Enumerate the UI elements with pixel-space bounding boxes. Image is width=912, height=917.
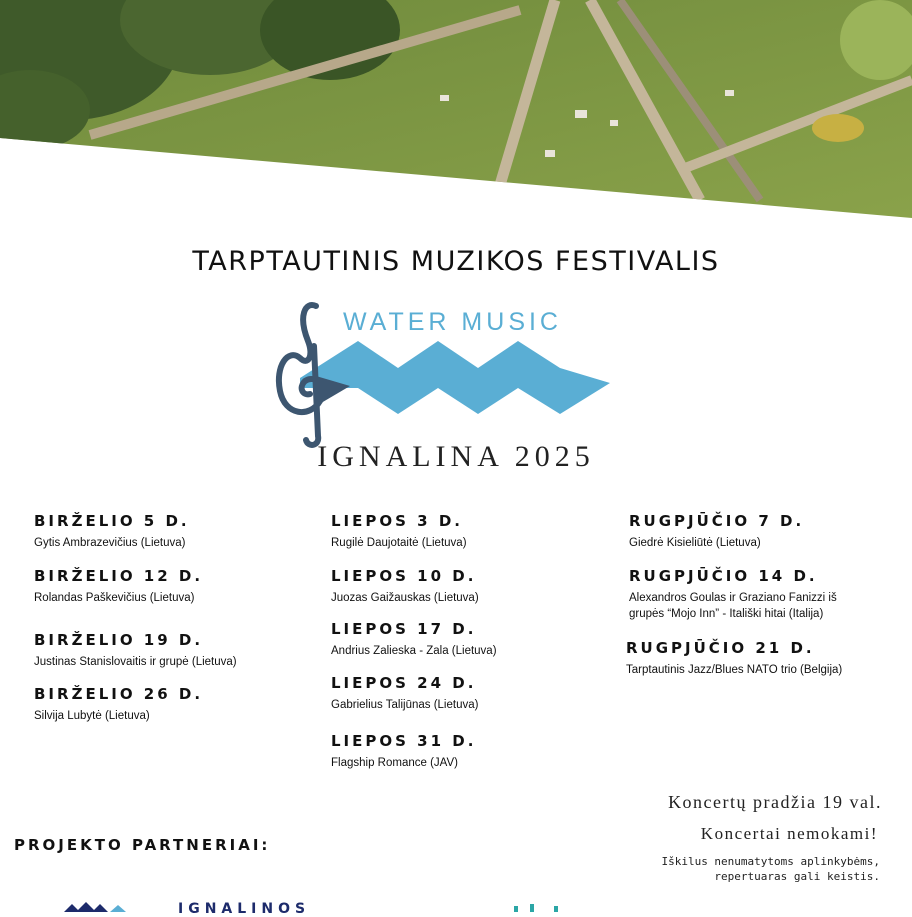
- concert-date: RUGPJŪČIO 7 D.: [629, 512, 805, 530]
- concert-artist: Rugilė Daujotaitė (Lietuva): [331, 537, 467, 549]
- logo-text: WATER MUSIC: [343, 308, 562, 336]
- water-music-logo: [270, 296, 620, 456]
- concert-artist: Silvija Lubytė (Lietuva): [34, 710, 150, 722]
- schedule-entry: [629, 512, 804, 551]
- concert-date: BIRŽELIO 19 D.: [34, 631, 204, 649]
- concert-date: LIEPOS 24 D.: [331, 674, 477, 692]
- concert-date: BIRŽELIO 12 D.: [34, 567, 204, 585]
- schedule-entry: [626, 639, 842, 678]
- concert-date: RUGPJŪČIO 21 D.: [626, 639, 815, 657]
- schedule-entry: [331, 512, 467, 551]
- concert-date: LIEPOS 3 D.: [331, 512, 463, 530]
- concert-artist: Juozas Gaižauskas (Lietuva): [331, 592, 479, 604]
- schedule-entry: [629, 567, 837, 622]
- concert-artist: Giedrė Kisieliūtė (Lietuva): [629, 537, 761, 549]
- concert-artist: Alexandros Goulas ir Graziano Fanizzi iš: [629, 592, 837, 604]
- concert-date: LIEPOS 17 D.: [331, 620, 477, 638]
- schedule-entry: [34, 685, 203, 724]
- schedule-entry: [34, 567, 203, 606]
- festival-subtitle: TARPTAUTINIS MUZIKOS FESTIVALIS: [192, 246, 720, 277]
- concert-artist: Rolandas Paškevičius (Lietuva): [34, 592, 195, 604]
- note-line: Iškilus nenumatytoms aplinkybėms,: [661, 855, 880, 868]
- concert-start-time: Koncertų pradžia 19 val.: [668, 792, 882, 812]
- repertoire-change-note: [661, 854, 880, 884]
- event-title: IGNALINA 2025: [317, 440, 595, 473]
- concert-date: RUGPJŪČIO 14 D.: [629, 567, 818, 585]
- free-entry-notice: Koncertai nemokami!: [700, 824, 878, 843]
- festival-header-photo: [0, 0, 912, 220]
- partner-logo-bars: [510, 904, 570, 912]
- concert-artist: Justinas Stanislovaitis ir grupė (Lietuva): [34, 656, 237, 668]
- schedule-entry: [331, 567, 479, 606]
- concert-artist: Gabrielius Talijūnas (Lietuva): [331, 699, 479, 711]
- concert-date: LIEPOS 31 D.: [331, 732, 477, 750]
- concert-date: BIRŽELIO 5 D.: [34, 512, 190, 530]
- schedule-entry: [331, 732, 476, 771]
- concert-artist: Flagship Romance (JAV): [331, 757, 458, 769]
- concert-date: LIEPOS 10 D.: [331, 567, 477, 585]
- schedule-entry: [34, 512, 190, 551]
- partner-logo-ignalinos: IGNALINOS: [178, 901, 311, 917]
- concert-artist-line2: grupės “Mojo Inn” - Itališki hitai (Italija): [629, 608, 824, 620]
- logo-wave: [300, 341, 610, 414]
- schedule-entry: [34, 631, 237, 670]
- schedule-entry: [331, 674, 478, 713]
- partners-heading: PROJEKTO PARTNERIAI:: [14, 836, 271, 854]
- concert-date: BIRŽELIO 26 D.: [34, 685, 204, 703]
- concert-artist: Gytis Ambrazevičius (Lietuva): [34, 537, 186, 549]
- partner-logo-crown: [64, 902, 134, 912]
- concert-artist: Tarptautinis Jazz/Blues NATO trio (Belgija): [626, 664, 843, 676]
- note-line: repertuaras gali keistis.: [714, 870, 880, 883]
- concert-artist: Andrius Zalieska - Zala (Lietuva): [331, 645, 497, 657]
- schedule-entry: [331, 620, 497, 659]
